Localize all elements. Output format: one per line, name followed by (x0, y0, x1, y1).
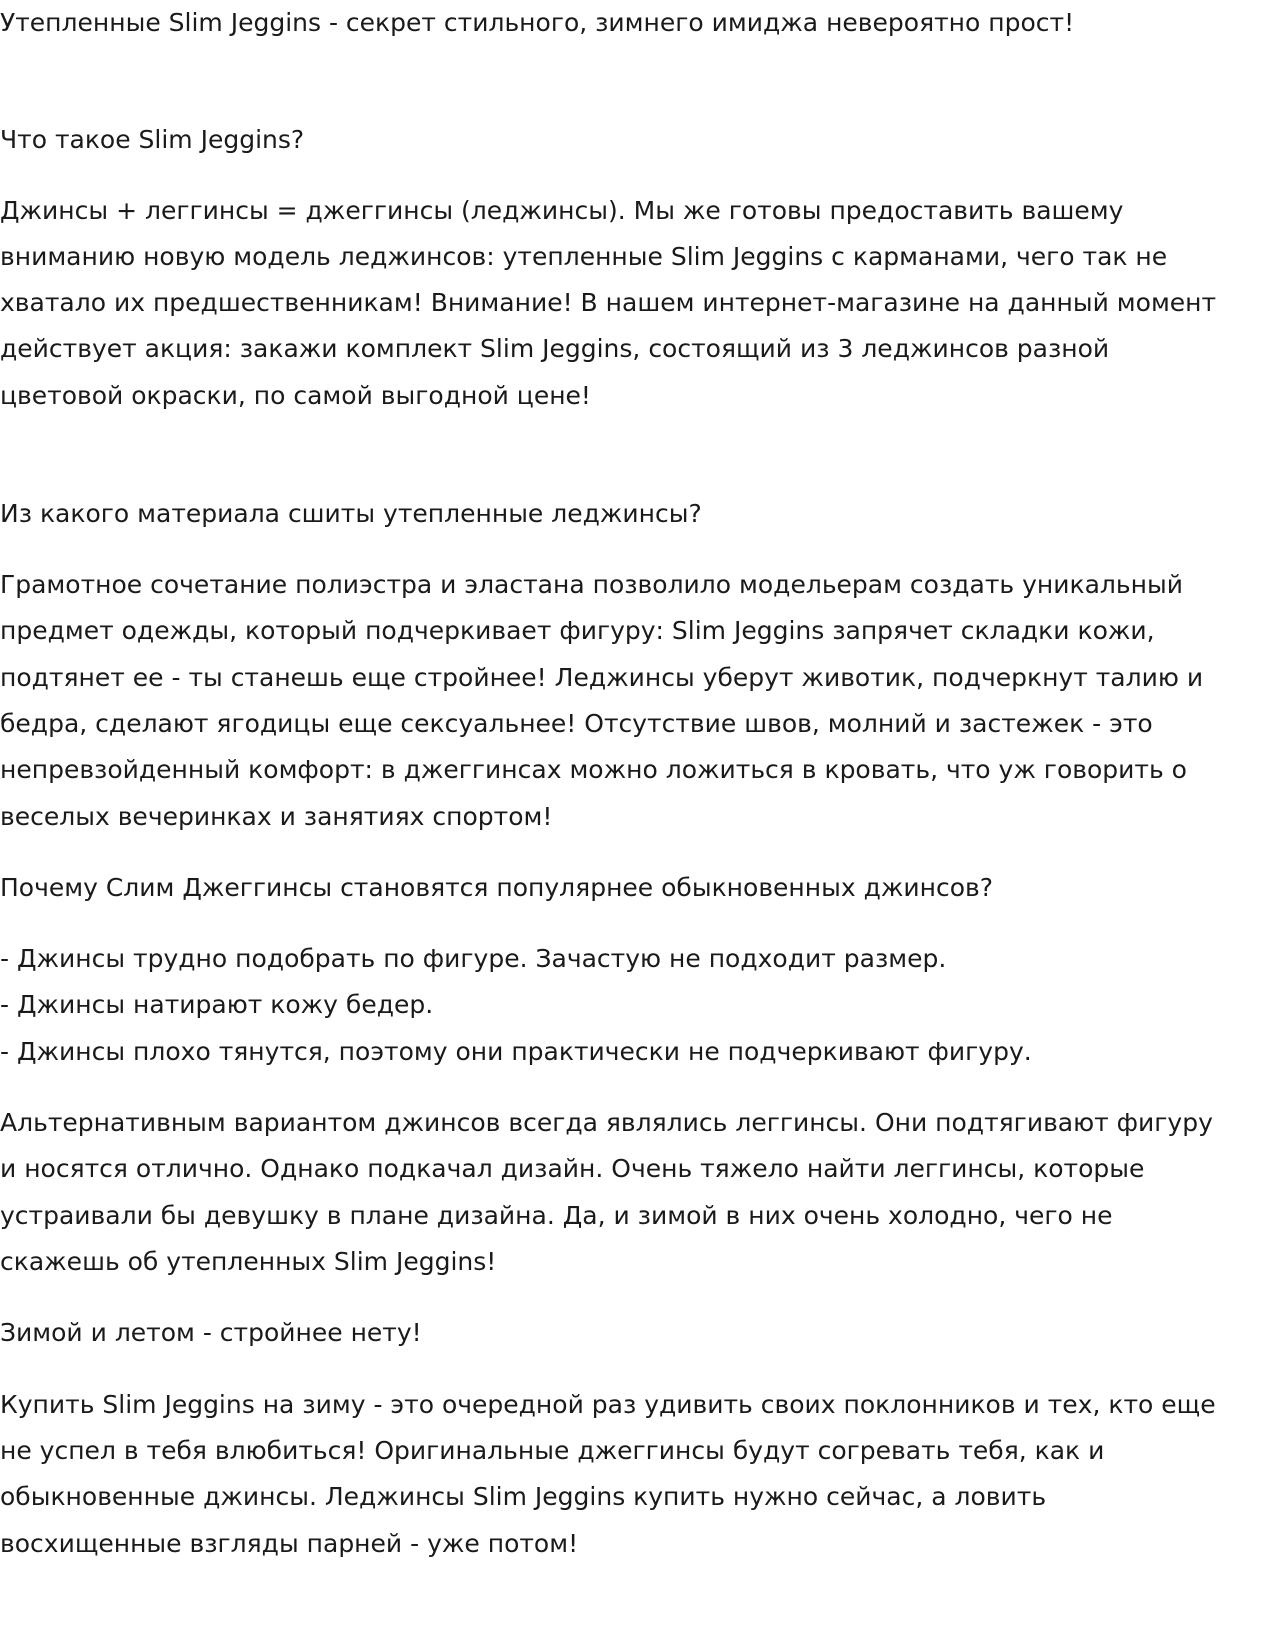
section-heading-what-is: Что такое Slim Jeggins? (0, 125, 305, 154)
list-item: - Джинсы плохо тянутся, поэтому они практически не подчеркивают фигуру. (0, 1037, 1032, 1066)
paragraph-line: веселых вечеринках и занятиях спортом! (0, 802, 553, 831)
paragraph-line: бедра, сделают ягодицы еще сексуальнее! Отсутствие швов, молний и застежек - это (0, 709, 1153, 738)
paragraph-line: предмет одежды, который подчеркивает фигуру: Slim Jeggins запрячет складки кожи, (0, 616, 1155, 645)
list-item: - Джинсы натирают кожу бедер. (0, 990, 434, 1019)
section-heading-material: Из какого материала сшиты утепленные леджинсы? (0, 499, 702, 528)
article-title: Утепленные Slim Jeggins - секрет стильного, зимнего имиджа невероятно прост! (0, 8, 1075, 37)
list-item: - Джинсы трудно подобрать по фигуре. Зачастую не подходит размер. (0, 944, 947, 973)
paragraph-line: Джинсы + леггинсы = джеггинсы (леджинсы). Мы же готовы предоставить вашему (0, 196, 1124, 225)
paragraph-line: Грамотное сочетание полиэстра и эластана позволило модельерам создать уникальный (0, 570, 1183, 599)
paragraph-line: и носятся отлично. Однако подкачал дизайн. Очень тяжело найти леггинсы, которые (0, 1154, 1145, 1183)
paragraph-line: подтянет ее - ты станешь еще стройнее! Леджинсы уберут животик, подчеркнут талию и (0, 663, 1204, 692)
section-heading-winter-summer: Зимой и летом - стройнее нету! (0, 1318, 422, 1347)
paragraph-line: устраивали бы девушку в плане дизайна. Да, и зимой в них очень холодно, чего не (0, 1201, 1113, 1230)
paragraph-line: непревзойденный комфорт: в джеггинсах можно ложиться в кровать, что уж говорить о (0, 755, 1187, 784)
section-heading-why-popular: Почему Слим Джеггинсы становятся популярнее обыкновенных джинсов? (0, 873, 994, 902)
paragraph-line: не успел в тебя влюбиться! Оригинальные джеггинсы будут согревать тебя, как и (0, 1436, 1105, 1465)
paragraph-line: обыкновенные джинсы. Леджинсы Slim Jeggins купить нужно сейчас, а ловить (0, 1482, 1047, 1511)
paragraph-line: скажешь об утепленных Slim Jeggins! (0, 1247, 497, 1276)
paragraph-line: хватало их предшественникам! Внимание! В нашем интернет-магазине на данный момент (0, 288, 1217, 317)
paragraph-line: цветовой окраски, по самой выгодной цене! (0, 381, 591, 410)
paragraph-line: действует акция: закажи комплект Slim Jeggins, состоящий из 3 леджинсов разной (0, 334, 1110, 363)
paragraph-line: восхищенные взгляды парней - уже потом! (0, 1529, 579, 1558)
paragraph-line: Альтернативным вариантом джинсов всегда являлись леггинсы. Они подтягивают фигуру (0, 1108, 1213, 1137)
paragraph-line: вниманию новую модель леджинсов: утепленные Slim Jeggins с карманами, чего так не (0, 242, 1168, 271)
paragraph-line: Купить Slim Jeggins на зиму - это очередной раз удивить своих поклонников и тех, кто еще (0, 1390, 1216, 1419)
